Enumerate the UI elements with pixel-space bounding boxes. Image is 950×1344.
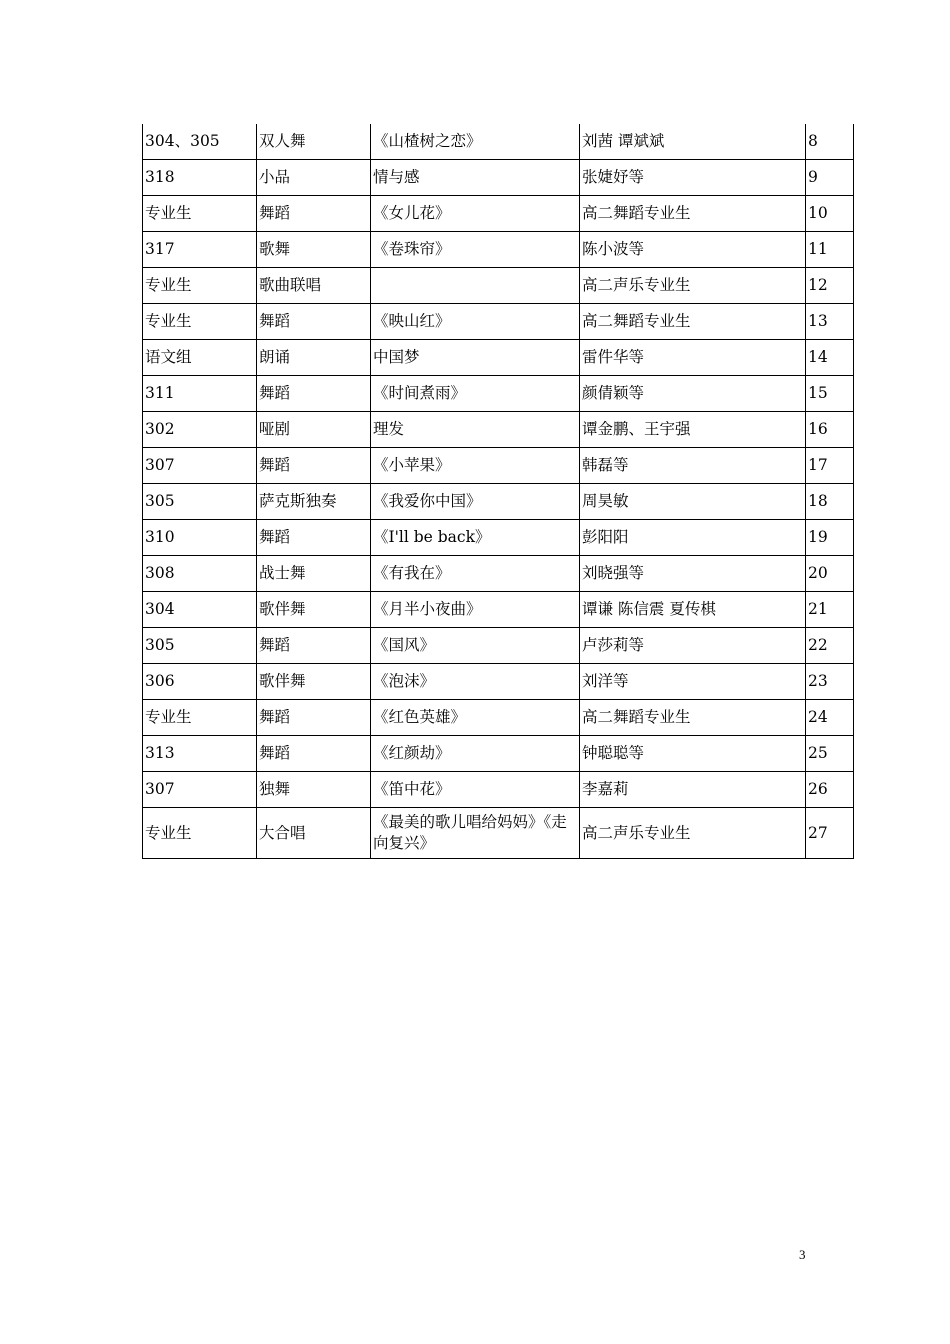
table-row — [143, 124, 854, 160]
cell-type: 独舞 — [257, 772, 371, 808]
cell-title — [371, 268, 580, 304]
cell-performer: 高二舞蹈专业生 — [580, 196, 806, 232]
cell-performer: 周昊敏 — [580, 484, 806, 520]
cell-number: 25 — [806, 736, 854, 772]
table-row — [143, 772, 854, 808]
cell-class: 304、305 — [143, 124, 257, 160]
cell-number: 18 — [806, 484, 854, 520]
cell-class: 307 — [143, 772, 257, 808]
cell-performer: 刘晓强等 — [580, 556, 806, 592]
cell-type: 哑剧 — [257, 412, 371, 448]
table-row — [143, 592, 854, 628]
cell-title: 《泡沫》 — [371, 664, 580, 700]
cell-class: 专业生 — [143, 304, 257, 340]
cell-number: 17 — [806, 448, 854, 484]
cell-performer: 颜倩颖等 — [580, 376, 806, 412]
cell-title: 《山楂树之恋》 — [371, 124, 580, 160]
table-row — [143, 196, 854, 232]
cell-number: 9 — [806, 160, 854, 196]
cell-class: 313 — [143, 736, 257, 772]
cell-title: 《我爱你中国》 — [371, 484, 580, 520]
cell-title: 情与感 — [371, 160, 580, 196]
cell-type: 大合唱 — [257, 808, 371, 859]
cell-title: 《笛中花》 — [371, 772, 580, 808]
cell-class: 318 — [143, 160, 257, 196]
cell-type: 歌伴舞 — [257, 592, 371, 628]
cell-performer: 高二舞蹈专业生 — [580, 700, 806, 736]
cell-title: 《时间煮雨》 — [371, 376, 580, 412]
cell-class: 302 — [143, 412, 257, 448]
cell-class: 304 — [143, 592, 257, 628]
cell-title: 《国风》 — [371, 628, 580, 664]
table-row — [143, 268, 854, 304]
table-row — [143, 484, 854, 520]
cell-type: 小品 — [257, 160, 371, 196]
cell-type: 朗诵 — [257, 340, 371, 376]
cell-title: 《女儿花》 — [371, 196, 580, 232]
cell-class: 305 — [143, 484, 257, 520]
cell-performer: 张婕妤等 — [580, 160, 806, 196]
table-row — [143, 736, 854, 772]
cell-title: 《红色英雄》 — [371, 700, 580, 736]
cell-number: 13 — [806, 304, 854, 340]
cell-performer: 谭谦 陈信震 夏传棋 — [580, 592, 806, 628]
cell-title: 《小苹果》 — [371, 448, 580, 484]
cell-performer: 彭阳阳 — [580, 520, 806, 556]
cell-type: 歌舞 — [257, 232, 371, 268]
cell-title: 理发 — [371, 412, 580, 448]
cell-number: 15 — [806, 376, 854, 412]
cell-type: 舞蹈 — [257, 304, 371, 340]
cell-class: 专业生 — [143, 196, 257, 232]
cell-performer: 韩磊等 — [580, 448, 806, 484]
cell-number: 16 — [806, 412, 854, 448]
cell-type: 歌伴舞 — [257, 664, 371, 700]
table-row — [143, 664, 854, 700]
cell-class: 305 — [143, 628, 257, 664]
cell-type: 双人舞 — [257, 124, 371, 160]
cell-number: 26 — [806, 772, 854, 808]
table-row — [143, 340, 854, 376]
program-table — [142, 124, 854, 859]
cell-type: 战士舞 — [257, 556, 371, 592]
cell-title: 《卷珠帘》 — [371, 232, 580, 268]
cell-performer: 雷件华等 — [580, 340, 806, 376]
cell-number: 23 — [806, 664, 854, 700]
cell-performer: 李嘉莉 — [580, 772, 806, 808]
table-row — [143, 412, 854, 448]
table-row — [143, 376, 854, 412]
cell-title: 《映山红》 — [371, 304, 580, 340]
cell-number: 10 — [806, 196, 854, 232]
cell-class: 317 — [143, 232, 257, 268]
cell-number: 8 — [806, 124, 854, 160]
cell-performer: 高二声乐专业生 — [580, 808, 806, 859]
cell-class: 310 — [143, 520, 257, 556]
cell-type: 舞蹈 — [257, 376, 371, 412]
cell-title: 《最美的歌儿唱给妈妈》《走向复兴》 — [371, 808, 580, 859]
cell-class: 专业生 — [143, 700, 257, 736]
cell-number: 21 — [806, 592, 854, 628]
cell-performer: 谭金鹏、王宇强 — [580, 412, 806, 448]
table-row — [143, 448, 854, 484]
cell-performer: 刘茜 谭斌斌 — [580, 124, 806, 160]
cell-type: 舞蹈 — [257, 628, 371, 664]
table-row — [143, 556, 854, 592]
cell-number: 24 — [806, 700, 854, 736]
cell-title: 《有我在》 — [371, 556, 580, 592]
cell-title: 中国梦 — [371, 340, 580, 376]
cell-class: 专业生 — [143, 808, 257, 859]
cell-class: 311 — [143, 376, 257, 412]
cell-performer: 卢莎莉等 — [580, 628, 806, 664]
cell-type: 舞蹈 — [257, 736, 371, 772]
cell-performer: 陈小波等 — [580, 232, 806, 268]
table-row — [143, 304, 854, 340]
cell-class: 308 — [143, 556, 257, 592]
cell-type: 歌曲联唱 — [257, 268, 371, 304]
cell-performer: 刘洋等 — [580, 664, 806, 700]
cell-number: 14 — [806, 340, 854, 376]
table-row — [143, 232, 854, 268]
cell-number: 27 — [806, 808, 854, 859]
cell-type: 舞蹈 — [257, 700, 371, 736]
cell-class: 语文组 — [143, 340, 257, 376]
cell-performer: 高二舞蹈专业生 — [580, 304, 806, 340]
table-row — [143, 160, 854, 196]
cell-title: 《I'll be back》 — [371, 520, 580, 556]
cell-performer: 高二声乐专业生 — [580, 268, 806, 304]
cell-class: 307 — [143, 448, 257, 484]
table-row — [143, 700, 854, 736]
cell-number: 20 — [806, 556, 854, 592]
cell-number: 19 — [806, 520, 854, 556]
cell-number: 22 — [806, 628, 854, 664]
table-row — [143, 808, 854, 859]
cell-title: 《月半小夜曲》 — [371, 592, 580, 628]
cell-type: 舞蹈 — [257, 520, 371, 556]
page-number: 3 — [799, 1247, 806, 1262]
cell-type: 舞蹈 — [257, 196, 371, 232]
cell-number: 11 — [806, 232, 854, 268]
cell-performer: 钟聪聪等 — [580, 736, 806, 772]
program-table-body — [143, 124, 854, 859]
cell-type: 萨克斯独奏 — [257, 484, 371, 520]
table-row — [143, 520, 854, 556]
cell-class: 306 — [143, 664, 257, 700]
cell-class: 专业生 — [143, 268, 257, 304]
table-row — [143, 628, 854, 664]
cell-title: 《红颜劫》 — [371, 736, 580, 772]
cell-type: 舞蹈 — [257, 448, 371, 484]
cell-number: 12 — [806, 268, 854, 304]
